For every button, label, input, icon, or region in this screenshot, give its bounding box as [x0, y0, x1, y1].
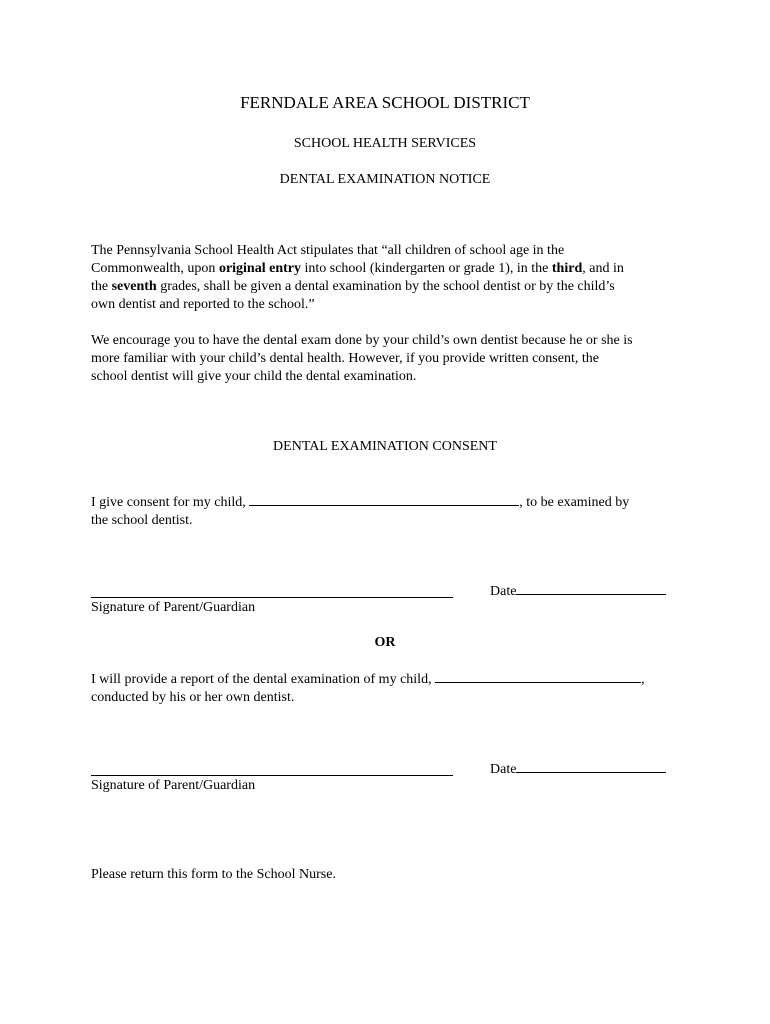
paragraph-line: own dentist and reported to the school.” — [91, 297, 315, 312]
child-name-field[interactable] — [249, 493, 519, 506]
emphasis-seventh: seventh — [111, 279, 157, 294]
encouragement-paragraph — [91, 332, 691, 386]
report-prefix: I will provide a report of the dental examination of my child, — [91, 672, 436, 687]
paragraph-line: school dentist will give your child the dental examination. — [91, 369, 417, 384]
report-suffix: , — [641, 672, 645, 687]
signature-label-2: Signature of Parent/Guardian — [91, 778, 256, 793]
date-row-2 — [490, 760, 666, 778]
signature-label-1: Signature of Parent/Guardian — [91, 600, 256, 615]
health-act-paragraph — [91, 242, 691, 314]
notice-title: DENTAL EXAMINATION NOTICE — [279, 172, 491, 187]
emphasis-third: third — [551, 261, 583, 276]
consent-prefix: I give consent for my child, — [91, 495, 250, 510]
paragraph-line: the seventh grades, shall be given a dental examination by the school dentist or by the child’s — [91, 279, 615, 294]
paragraph-line: more familiar with your child’s dental health. However, if you provide written consent, the — [91, 351, 599, 366]
return-instruction: Please return this form to the School Nurse. — [91, 867, 336, 882]
report-line2: conducted by his or her own dentist. — [91, 690, 295, 705]
or-divider: OR — [374, 635, 396, 650]
consent-line2: the school dentist. — [91, 513, 193, 528]
consent-option-own-dentist — [91, 670, 691, 707]
paragraph-line: The Pennsylvania School Health Act stipulates that “all children of school age in the — [91, 243, 565, 258]
date-label-1: Date — [490, 584, 517, 599]
department-title: SCHOOL HEALTH SERVICES — [293, 136, 477, 151]
date-label-2: Date — [490, 762, 517, 777]
emphasis-original-entry: original entry — [218, 261, 301, 276]
consent-option-school-dentist — [91, 493, 691, 530]
signature-field-2[interactable] — [91, 775, 453, 776]
date-row-1 — [490, 582, 666, 600]
consent-title: DENTAL EXAMINATION CONSENT — [273, 439, 497, 454]
child-name-field-2[interactable] — [435, 670, 641, 683]
signature-field-1[interactable] — [91, 597, 453, 598]
district-title: FERNDALE AREA SCHOOL DISTRICT — [240, 93, 530, 112]
consent-suffix: , to be examined by — [519, 495, 630, 510]
paragraph-line: We encourage you to have the dental exam done by your child’s own dentist because he or she is — [91, 333, 633, 348]
paragraph-line: Commonwealth, upon original entry into school (kindergarten or grade 1), in the third, and in — [91, 261, 624, 276]
date-field-1[interactable] — [516, 582, 666, 595]
date-field-2[interactable] — [516, 760, 666, 773]
